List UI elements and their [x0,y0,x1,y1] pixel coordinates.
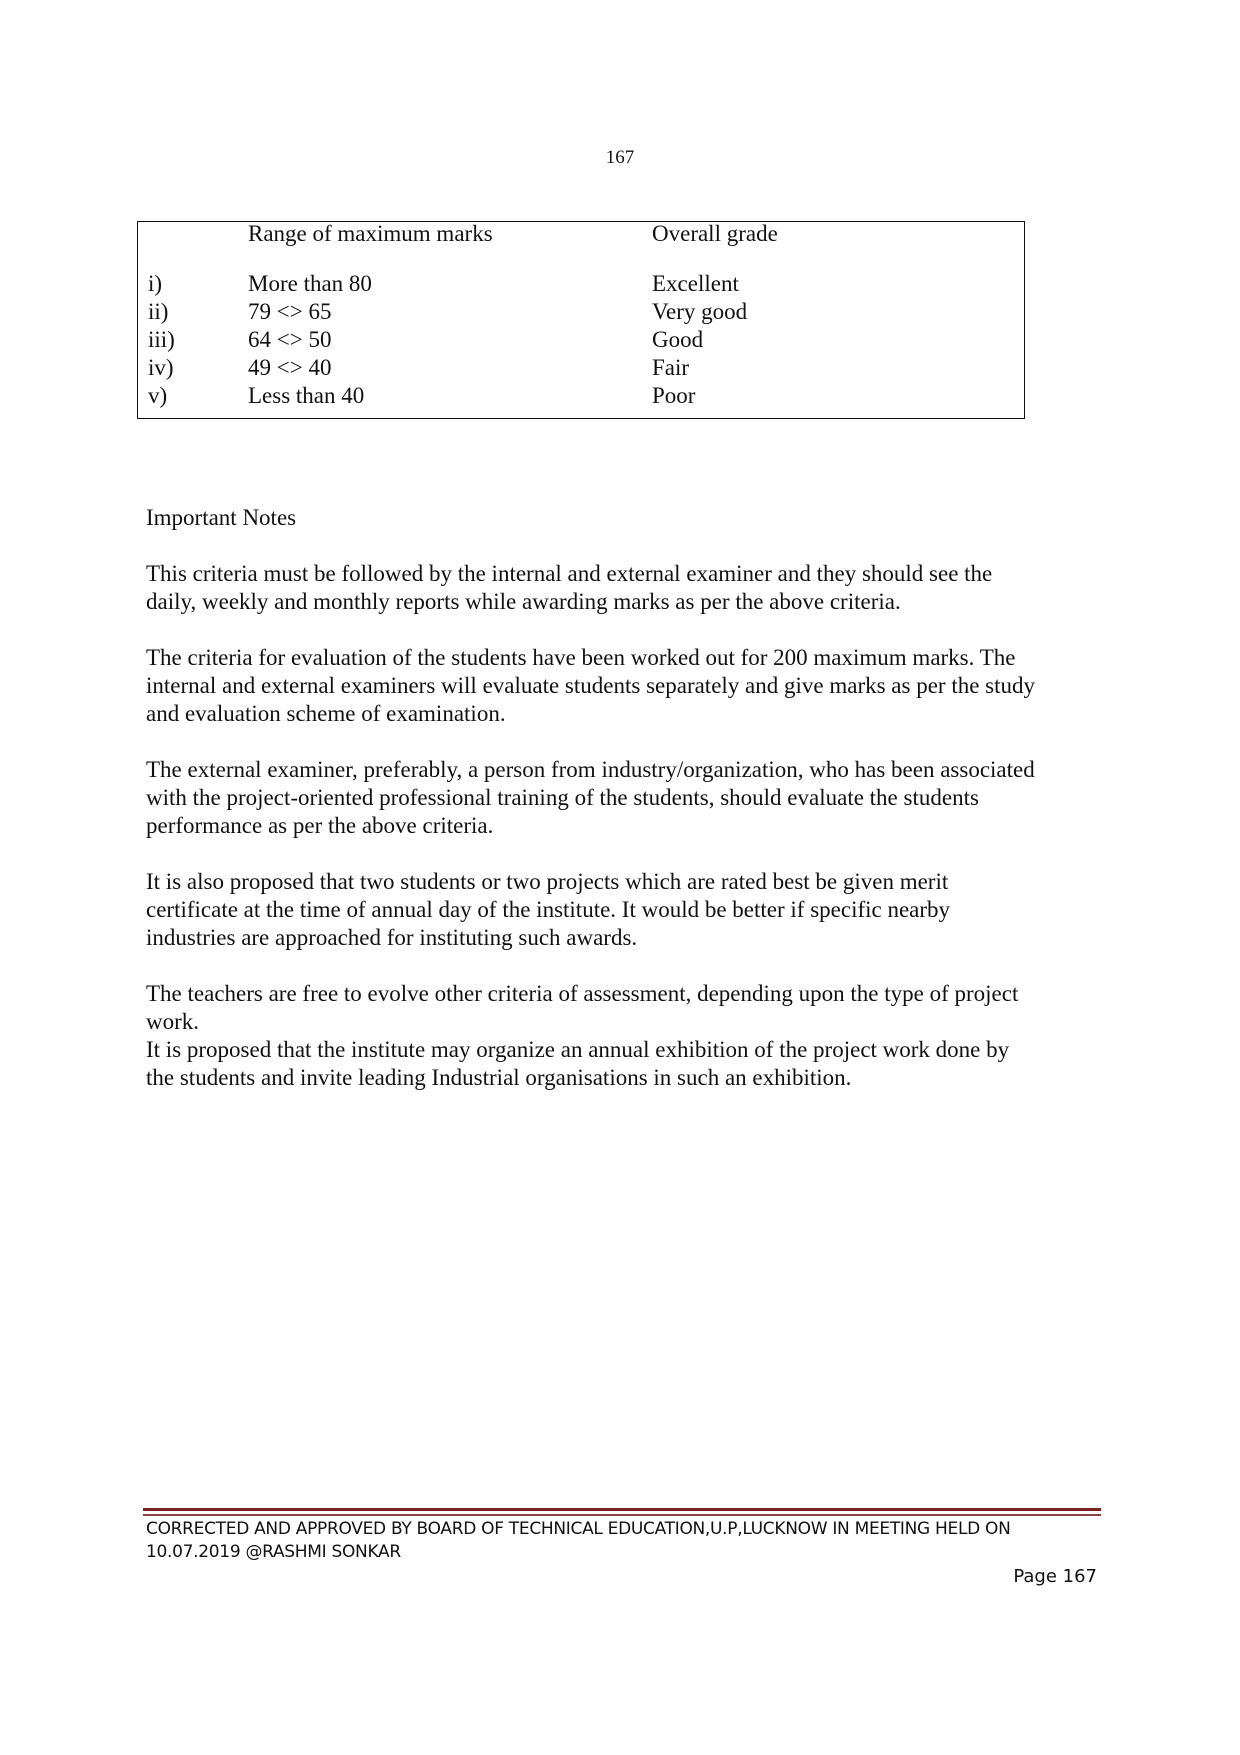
row-range: 64 <> 50 [248,327,332,352]
row-index: iii) [148,327,175,352]
row-grade: Poor [652,383,696,408]
row-range: 79 <> 65 [248,299,332,324]
row-index: v) [148,383,168,408]
row-grade: Fair [652,355,690,380]
note-paragraph: This criteria must be followed by the internal and external examiner and they should see the daily, weekly and monthly reports while awarding marks as per the above criteria. [146,561,993,614]
column-header-grade: Overall grade [652,221,778,246]
row-range: Less than 40 [248,383,365,408]
note-paragraph: The external examiner, preferably, a person from industry/organization, who has been associated with the project-oriented professional training of the students, should evaluate the students performance as per the above criteria. [146,757,1035,838]
row-index: iv) [148,355,174,380]
footer-approval-note: CORRECTED AND APPROVED BY BOARD OF TECHNICAL EDUCATION,U.P,LUCKNOW IN MEETING HELD ON 10.07.2019 @RASHMI SONKAR [146,1519,1011,1562]
column-header-range: Range of maximum marks [248,221,493,246]
note-paragraph: It is also proposed that two students or two projects which are rated best be given merit certificate at the time of annual day of the institute. It would be better if specific nearby industries are approached for instituting such awards. [146,869,951,950]
footer-page-number: Page 167 [1013,1566,1097,1587]
row-range: More than 80 [248,271,372,296]
page-number-top: 167 [605,147,635,168]
footer-divider [143,1508,1101,1516]
row-grade: Good [652,327,704,352]
row-grade: Excellent [652,271,739,296]
notes-heading: Important Notes [146,505,297,530]
row-grade: Very good [652,299,748,324]
row-index: i) [148,271,163,296]
note-paragraph: The teachers are free to evolve other criteria of assessment, depending upon the type of project work. It is proposed that the institute may organize an annual exhibition of the project work done by the students and invite leading Industrial organisations in such an exhibition. [146,981,1019,1090]
note-paragraph: The criteria for evaluation of the students have been worked out for 200 maximum marks. The internal and external examiners will evaluate students separately and give marks as per the study and evaluation scheme of examination. [146,645,1036,726]
row-range: 49 <> 40 [248,355,332,380]
row-index: ii) [148,299,169,324]
grade-table [137,221,1025,419]
